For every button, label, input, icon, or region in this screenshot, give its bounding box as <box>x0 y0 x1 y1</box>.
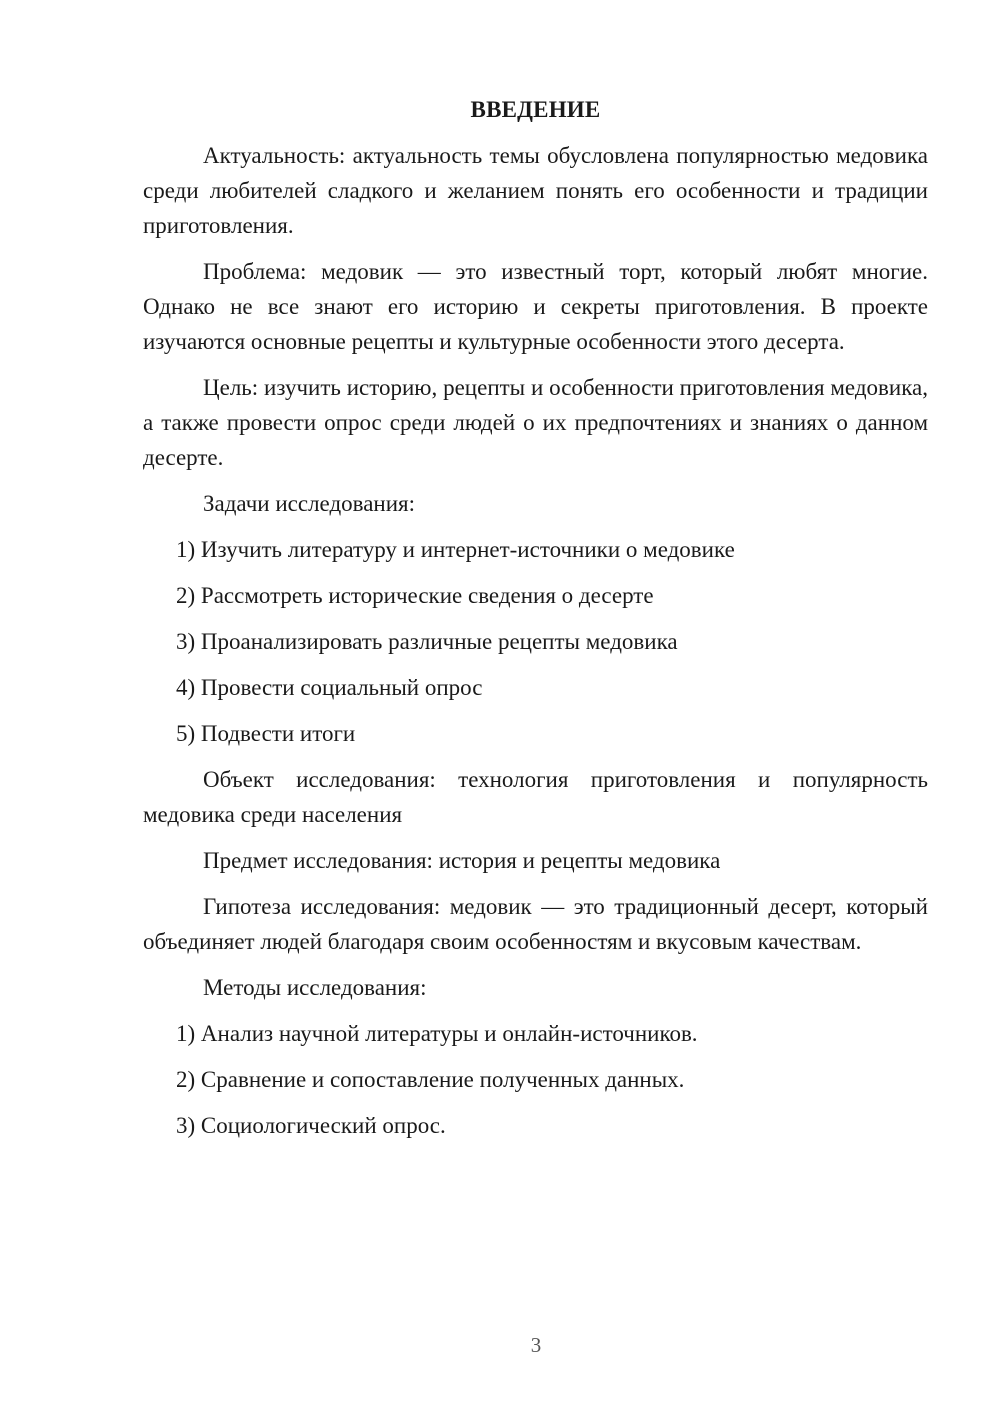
goal-paragraph: Цель: изучить историю, рецепты и особенности приготовления медовика, а также провести опрос среди людей о их предпочтениях и знаниях о данном десерте. <box>143 375 928 470</box>
methods-title: Методы исследования: <box>203 975 427 1000</box>
list-item: 2) Сравнение и сопоставление полученных данных. <box>176 1067 685 1092</box>
section-heading: ВВЕДЕНИЕ <box>470 97 601 122</box>
hypothesis-paragraph: Гипотеза исследования: медовик — это традиционный десерт, который объединяет людей благодаря своим особенностям и вкусовым качествам. <box>143 894 928 954</box>
page-content <box>143 92 928 1154</box>
methods-list <box>143 1016 928 1143</box>
tasks-list <box>143 532 928 751</box>
tasks-title: Задачи исследования: <box>203 491 416 516</box>
list-item: 3) Социологический опрос. <box>176 1113 446 1138</box>
list-item: 1) Анализ научной литературы и онлайн-источников. <box>176 1021 698 1046</box>
problem-paragraph: Проблема: медовик — это известный торт, который любят многие. Однако не все знают его историю и секреты приготовления. В проекте изучаются основные рецепты и культурные особенности этого десерта. <box>143 259 928 354</box>
list-item: 5) Подвести итоги <box>176 721 356 746</box>
object-paragraph: Объект исследования: технология приготовления и популярность медовика среди населения <box>143 767 928 827</box>
list-item: 4) Провести социальный опрос <box>176 675 483 700</box>
list-item: 1) Изучить литературу и интернет-источники о медовике <box>176 537 735 562</box>
page-number: 3 <box>530 1333 542 1357</box>
list-item: 2) Рассмотреть исторические сведения о десерте <box>176 583 654 608</box>
subject-paragraph: Предмет исследования: история и рецепты медовика <box>203 848 721 873</box>
relevance-paragraph: Актуальность: актуальность темы обусловлена популярностью медовика среди любителей сладкого и желанием понять его особенности и традиции приготовления. <box>143 143 928 238</box>
list-item: 3) Проанализировать различные рецепты медовика <box>176 629 678 654</box>
